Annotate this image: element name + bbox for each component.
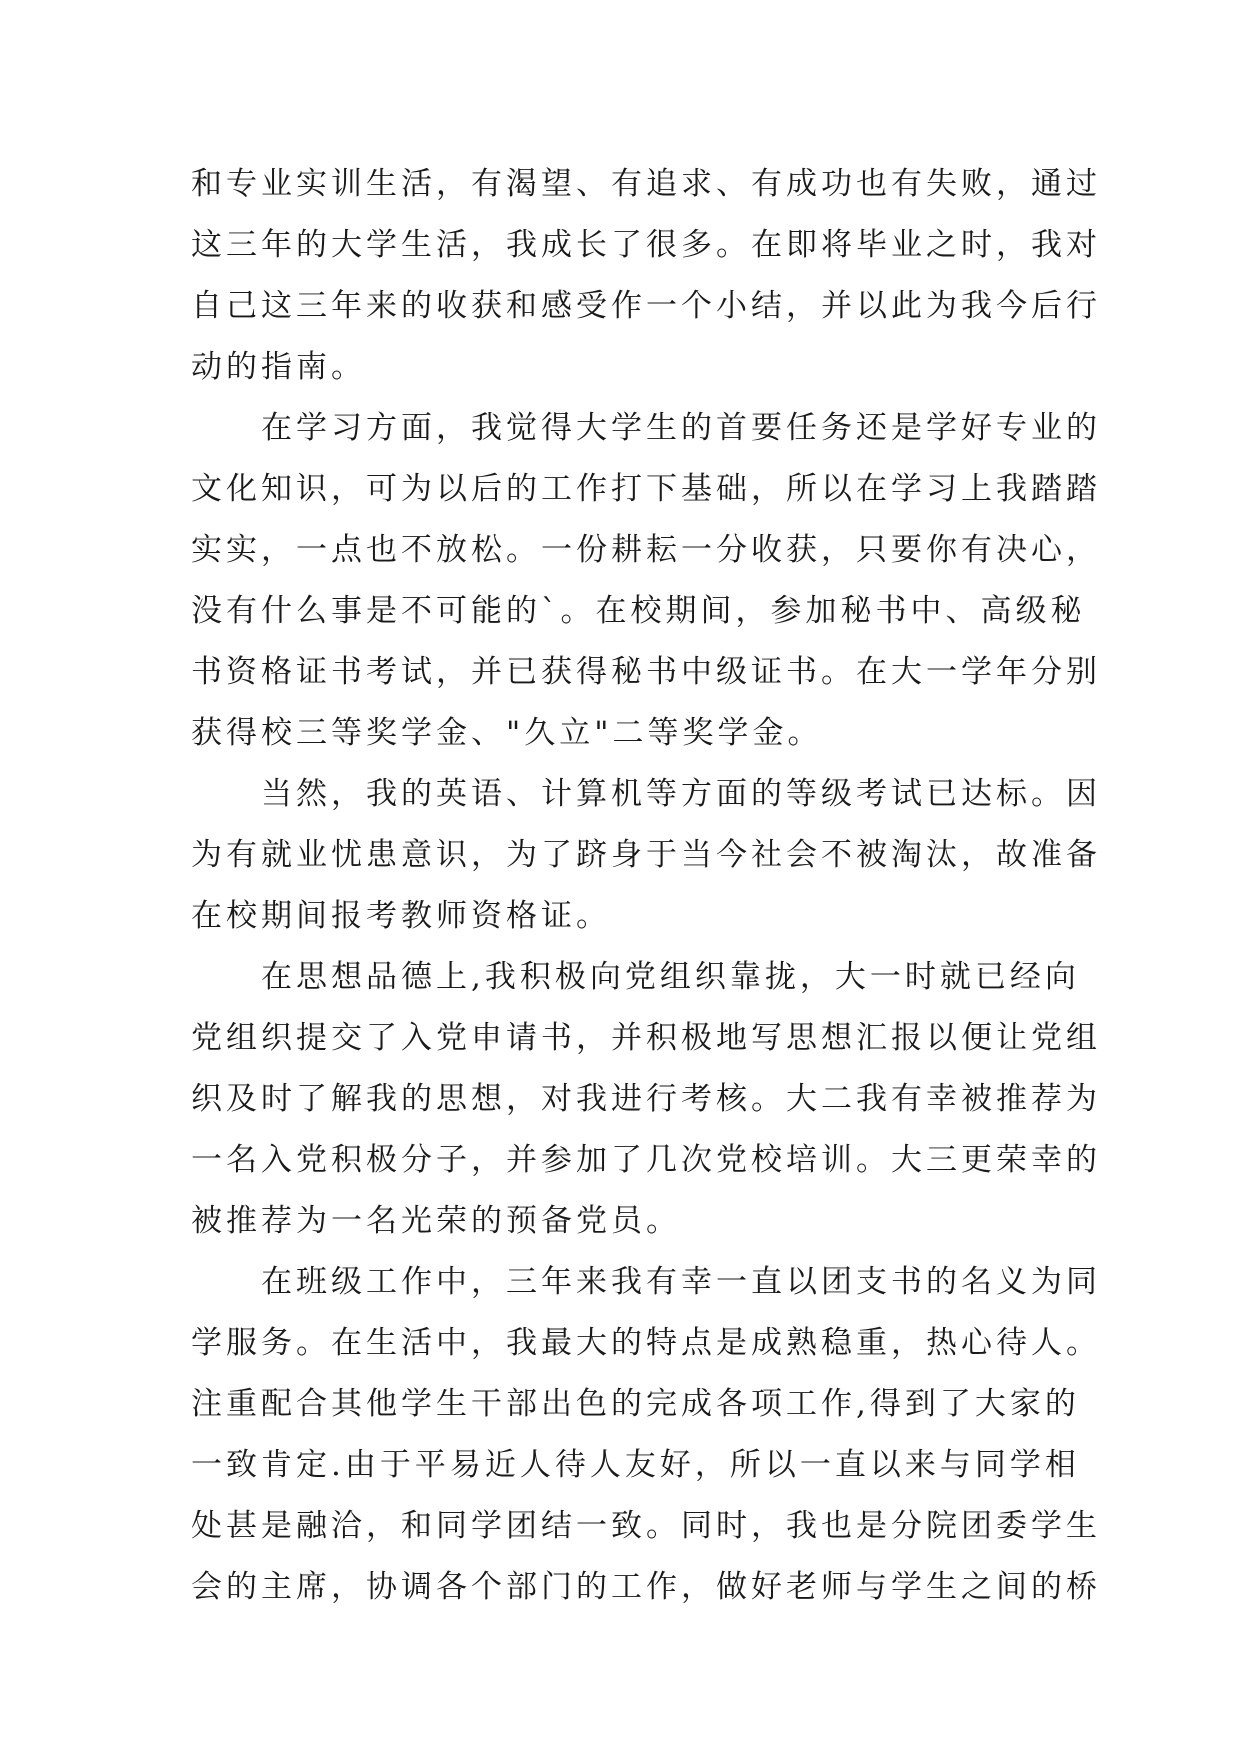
text-line: 注重配合其他学生干部出色的完成各项工作,得到了大家的 (191, 1386, 1080, 1422)
text-line: 当然，我的英语、计算机等方面的等级考试已达标。因 (191, 776, 1101, 812)
text-line: 文化知识，可为以后的工作打下基础，所以在学习上我踏踏 (191, 471, 1101, 507)
text-line: 处甚是融洽，和同学团结一致。同时，我也是分院团委学生 (191, 1508, 1101, 1544)
text-line: 一致肯定.由于平易近人待人友好，所以一直以来与同学相 (191, 1447, 1080, 1483)
text-line: 在学习方面，我觉得大学生的首要任务还是学好专业的 (191, 410, 1101, 446)
text-line: 织及时了解我的思想，对我进行考核。大二我有幸被推荐为 (191, 1081, 1101, 1117)
text-line: 在思想品德上,我积极向党组织靠拢，大一时就已经向 (191, 959, 1080, 995)
text-line: 被推荐为一名光荣的预备党员。 (191, 1203, 681, 1239)
text-line: 一名入党积极分子，并参加了几次党校培训。大三更荣幸的 (191, 1142, 1101, 1178)
text-line: 在班级工作中，三年来我有幸一直以团支书的名义为同 (191, 1264, 1101, 1300)
text-line: 会的主席，协调各个部门的工作，做好老师与学生之间的桥 (191, 1569, 1101, 1605)
text-line: 没有什么事是不可能的`。在校期间，参加秘书中、高级秘 (191, 593, 1086, 629)
text-line: 这三年的大学生活，我成长了很多。在即将毕业之时，我对 (191, 227, 1101, 263)
text-line: 书资格证书考试，并已获得秘书中级证书。在大一学年分别 (191, 654, 1101, 690)
text-line: 实实，一点也不放松。一份耕耘一分收获，只要你有决心， (191, 532, 1101, 568)
text-line: 党组织提交了入党申请书，并积极地写思想汇报以便让党组 (191, 1020, 1101, 1056)
text-line: 为有就业忧患意识，为了跻身于当今社会不被淘汰，故准备 (191, 837, 1101, 873)
text-line: 动的指南。 (191, 349, 366, 385)
text-line: 获得校三等奖学金、"久立"二等奖学金。 (191, 715, 823, 751)
text-line: 和专业实训生活，有渴望、有追求、有成功也有失败，通过 (191, 166, 1101, 202)
text-line: 学服务。在生活中，我最大的特点是成熟稳重，热心待人。 (191, 1325, 1101, 1361)
document-body (191, 154, 1101, 1618)
text-line: 自己这三年来的收获和感受作一个小结，并以此为我今后行 (191, 288, 1101, 324)
text-line: 在校期间报考教师资格证。 (191, 898, 611, 934)
